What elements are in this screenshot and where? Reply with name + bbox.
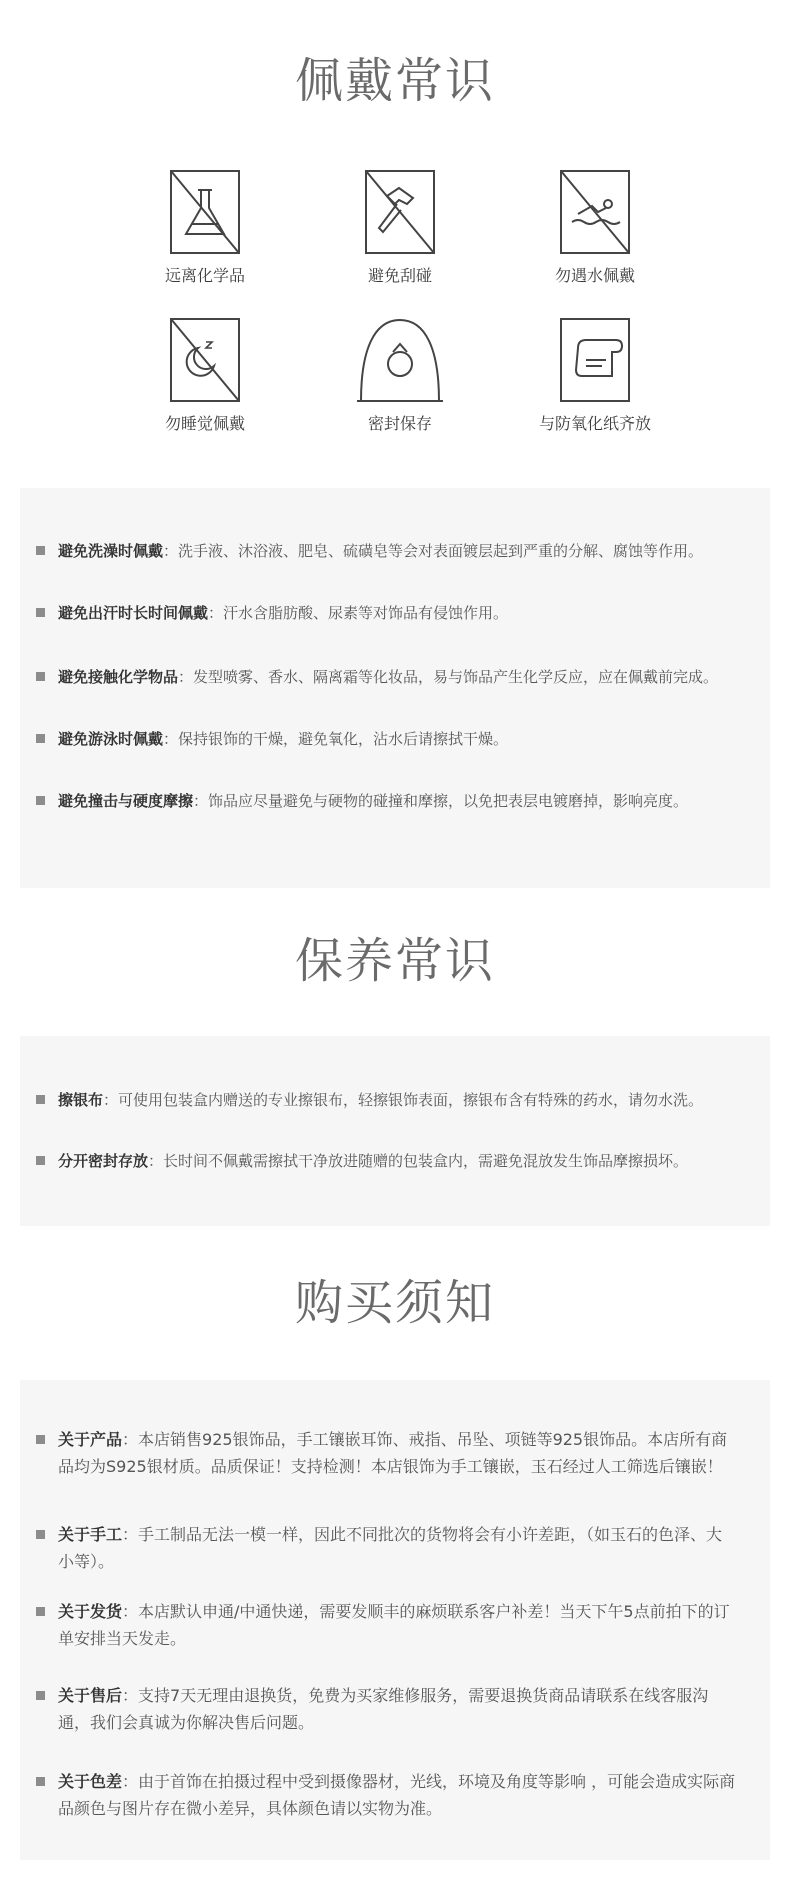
tip-title: 避免游泳时佩戴 [58, 730, 164, 748]
icon-label: 远离化学品 [164, 266, 245, 285]
bullet-square [36, 1530, 45, 1539]
notice-text: 由于首饰在拍摄过程中受到摄像器材，光线，环境及角度等影响 ，可能会造成实际商品颜色与图片存在微小差异，具体颜色请以实物为准。 [58, 1772, 736, 1818]
notice-title: 关于发货 [58, 1602, 123, 1621]
tip-separator: ： [208, 604, 224, 622]
purchase-section-title: 购买须知 [294, 1275, 495, 1331]
notice-text: 支持7天无理由退换货，免费为买家维修服务，需要退换货商品请联系在线客服沟通，我们会真诚为你解决售后问题。 [58, 1686, 709, 1732]
bullet-square [36, 546, 45, 555]
tip-text: 可使用包装盒内赠送的专业擦银布，轻擦银饰表面，擦银布含有特殊的药水，请勿水洗。 [118, 1091, 704, 1109]
icon-label: 勿睡觉佩戴 [164, 414, 245, 433]
list-item [58, 1768, 738, 1822]
list-item [58, 1149, 738, 1173]
hammer-prohibited-icon [365, 170, 435, 254]
tip-text: 洗手液、沐浴液、肥皂、硫磺皂等会对表面镀层起到严重的分解、腐蚀等作用。 [178, 542, 704, 560]
icon-label: 勿遇水佩戴 [554, 266, 635, 285]
tip-title: 避免接触化学物品 [58, 668, 179, 686]
list-item [58, 1598, 738, 1652]
notice-separator: ： [122, 1772, 139, 1791]
tip-text: 饰品应尽量避免与硬物的碰撞和摩擦，以免把表层电镀磨掉，影响亮度。 [208, 792, 689, 810]
flask-prohibited-icon [170, 170, 240, 254]
list-item [58, 601, 738, 625]
care-section-title: 保养常识 [294, 933, 495, 989]
list-item [58, 1521, 738, 1575]
tip-separator: ： [193, 792, 209, 810]
icon-label: 与防氧化纸齐放 [538, 414, 651, 433]
notice-text: 手工制品无法一模一样，因此不同批次的货物将会有小许差距，（如玉石的色泽、大小等）。 [58, 1525, 723, 1571]
bullet-square [36, 608, 45, 617]
bullet-square [36, 1777, 45, 1786]
wearing-section-title: 佩戴常识 [294, 53, 495, 109]
care-tips-panel [20, 1036, 770, 1226]
list-item [58, 1426, 738, 1480]
notice-text: 本店销售925银饰品，手工镶嵌耳饰、戒指、吊坠、项链等925银饰品。本店所有商品均为S925银材质。品质保证！支持检测！本店银饰为手工镶嵌，玉石经过人工筛选后镶嵌！ [58, 1430, 728, 1476]
notice-title: 关于手工 [58, 1525, 123, 1544]
tip-title: 擦银布 [58, 1091, 104, 1109]
sealed-ring-icon [355, 318, 445, 402]
icon-label: 避免刮碰 [367, 266, 432, 285]
list-item [58, 665, 738, 689]
bullet-square [36, 1095, 45, 1104]
tip-title: 避免撞击与硬度摩擦 [58, 792, 194, 810]
notice-separator: ： [122, 1430, 139, 1449]
anti-oxidation-paper-icon [560, 318, 630, 402]
list-item [58, 789, 738, 813]
notice-separator: ： [122, 1525, 139, 1544]
notice-title: 关于产品 [58, 1430, 123, 1449]
icon-item-water [495, 170, 695, 286]
tip-text: 长时间不佩戴需擦拭干净放进随赠的包装盒内，需避免混放发生饰品摩擦损坏。 [163, 1152, 689, 1170]
icon-label: 密封保存 [367, 414, 432, 433]
bullet-square [36, 1691, 45, 1700]
tip-title: 避免洗澡时佩戴 [58, 542, 164, 560]
tip-separator: ： [148, 1152, 164, 1170]
tip-title: 避免出汗时长时间佩戴 [58, 604, 209, 622]
tip-separator: ： [163, 730, 179, 748]
swimming-prohibited-icon [560, 170, 630, 254]
bullet-square [36, 796, 45, 805]
list-item [58, 1682, 738, 1736]
bullet-square [36, 734, 45, 743]
bullet-square [36, 1435, 45, 1444]
icon-item-sealed [300, 318, 500, 434]
bullet-square [36, 1607, 45, 1616]
tip-separator: ： [163, 542, 179, 560]
icon-item-scratch [300, 170, 500, 286]
icon-item-chemicals [105, 170, 305, 286]
sleep-prohibited-icon [170, 318, 240, 402]
list-item [58, 539, 738, 563]
list-item [58, 1088, 738, 1112]
notice-title: 关于售后 [58, 1686, 123, 1705]
tip-text: 发型喷雾、香水、隔离霜等化妆品，易与饰品产生化学反应，应在佩戴前完成。 [193, 668, 719, 686]
list-item [58, 727, 738, 751]
notice-separator: ： [122, 1602, 139, 1621]
icon-item-sleep [105, 318, 305, 434]
tip-text: 汗水含脂肪酸、尿素等对饰品有侵蚀作用。 [223, 604, 509, 622]
icon-item-anti-oxidation [495, 318, 695, 434]
tip-separator: ： [103, 1091, 119, 1109]
notice-title: 关于色差 [58, 1772, 123, 1791]
notice-text: 本店默认申通/中通快递，需要发顺丰的麻烦联系客户补差！当天下午5点前拍下的订单安排当天发走。 [58, 1602, 730, 1648]
tip-text: 保持银饰的干燥，避免氧化，沾水后请擦拭干燥。 [178, 730, 509, 748]
notice-separator: ： [122, 1686, 139, 1705]
bullet-square [36, 672, 45, 681]
bullet-square [36, 1156, 45, 1165]
tip-title: 分开密封存放 [58, 1152, 149, 1170]
tip-separator: ： [178, 668, 194, 686]
